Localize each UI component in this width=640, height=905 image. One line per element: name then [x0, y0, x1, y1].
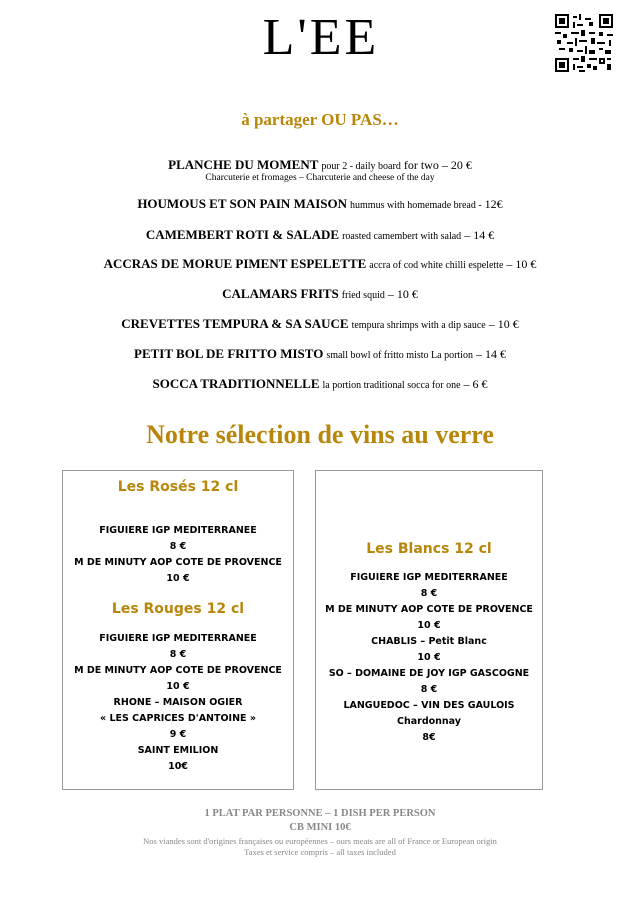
item-desc: tempura shrimps with a dip sauce: [351, 320, 486, 331]
wine-line: « LES CAPRICES D'ANTOINE »: [100, 713, 256, 724]
wine-line: 8 €: [169, 541, 187, 552]
wine-box-left: [62, 470, 294, 790]
item-name: ACCRAS DE MORUE PIMENT ESPELETTE: [103, 256, 367, 271]
menu-item: [0, 316, 640, 332]
item-desc: pour 2 - daily board: [321, 161, 401, 172]
wine-line: Chardonnay: [397, 716, 461, 727]
item-price: – 10 €: [506, 257, 537, 271]
footer-taxes: Taxes et service compris – all taxes included: [244, 847, 396, 857]
menu-item: [0, 196, 640, 212]
item-name: HOUMOUS ET SON PAIN MAISON: [137, 196, 348, 211]
footer-meat-origin: Nos viandes sont d'origines françaises ou européennes – ours meats are all of France or European origin: [143, 836, 497, 846]
wine-selection-title: Notre sélection de vins au verre: [146, 420, 494, 449]
item-name: SOCCA TRADITIONNELLE: [152, 376, 320, 391]
footer-dish-rule: 1 PLAT PAR PERSONNE – 1 DISH PER PERSON: [204, 808, 436, 819]
rouges-title: Les Rouges 12 cl: [111, 601, 245, 617]
qr-code-icon: [555, 14, 613, 72]
menu-item: [0, 256, 640, 272]
rouges-list: [63, 631, 293, 775]
wine-line: M DE MINUTY AOP COTE DE PROVENCE: [74, 665, 282, 676]
wine-line: 8 €: [420, 684, 438, 695]
menu-item: [0, 157, 640, 173]
item-name: CAMEMBERT ROTI & SALADE: [145, 227, 340, 242]
brand-logo: L'EE: [262, 8, 380, 66]
item-price: – 10 €: [387, 287, 418, 301]
wine-line: 10 €: [166, 681, 190, 692]
wine-line: 10 €: [166, 573, 190, 584]
wine-line: CHABLIS – Petit Blanc: [371, 636, 487, 647]
item-name: CREVETTES TEMPURA & SA SAUCE: [121, 316, 349, 331]
wine-line: M DE MINUTY AOP COTE DE PROVENCE: [74, 557, 282, 568]
item-price: for two – 20 €: [403, 158, 472, 172]
wine-line: SAINT EMILION: [137, 745, 219, 756]
wine-line: 9 €: [169, 729, 187, 740]
item-desc: fried squid: [341, 290, 385, 301]
wine-line: LANGUEDOC – VIN DES GAULOIS: [343, 700, 515, 711]
item-desc: hummus with homemade bread -: [350, 200, 482, 211]
blancs-title: Les Blancs 12 cl: [366, 541, 492, 557]
item-price: – 14 €: [475, 347, 506, 361]
menu-item: [0, 346, 640, 362]
wine-line: FIGUIERE IGP MEDITERRANEE: [99, 525, 257, 536]
wine-line: SO – DOMAINE DE JOY IGP GASCOGNE: [328, 668, 530, 679]
item-desc: la portion traditional socca for one: [322, 380, 461, 391]
menu-item: [0, 286, 640, 302]
wine-line: FIGUIERE IGP MEDITERRANEE: [350, 572, 508, 583]
wine-line: 8€: [422, 732, 436, 743]
wine-line: RHONE – MAISON OGIER: [113, 697, 243, 708]
wine-line: 8 €: [169, 649, 187, 660]
menu-item: [0, 227, 640, 243]
item-price: – 6 €: [463, 377, 488, 391]
item-desc: small bowl of fritto misto La portion: [326, 350, 473, 361]
menu-item: [0, 376, 640, 392]
roses-title: Les Rosés 12 cl: [117, 479, 239, 495]
partager-title: à partager OU PAS…: [241, 110, 399, 129]
wine-line: 10 €: [417, 620, 441, 631]
item-price: 12€: [484, 197, 503, 211]
item-price: – 10 €: [488, 317, 519, 331]
wine-line: 10 €: [417, 652, 441, 663]
item-desc: accra of cod white chilli espelette: [369, 260, 504, 271]
roses-list: [63, 523, 293, 587]
wine-line: 8 €: [420, 588, 438, 599]
wine-line: 10€: [168, 761, 188, 772]
item-price: – 14 €: [464, 228, 495, 242]
footer-cb-min: CB MINI 10€: [289, 822, 351, 833]
wine-line: FIGUIERE IGP MEDITERRANEE: [99, 633, 257, 644]
blancs-list: [316, 570, 542, 746]
item-name: CALAMARS FRITS: [222, 286, 339, 301]
item-name: PLANCHE DU MOMENT: [168, 157, 319, 172]
item-subtitle: Charcuterie et fromages – Charcuterie and cheese of the day: [205, 173, 435, 183]
wine-box-right: [315, 470, 543, 790]
wine-line: M DE MINUTY AOP COTE DE PROVENCE: [325, 604, 533, 615]
item-name: PETIT BOL DE FRITTO MISTO: [134, 346, 324, 361]
item-desc: roasted camembert with salad: [342, 231, 462, 242]
